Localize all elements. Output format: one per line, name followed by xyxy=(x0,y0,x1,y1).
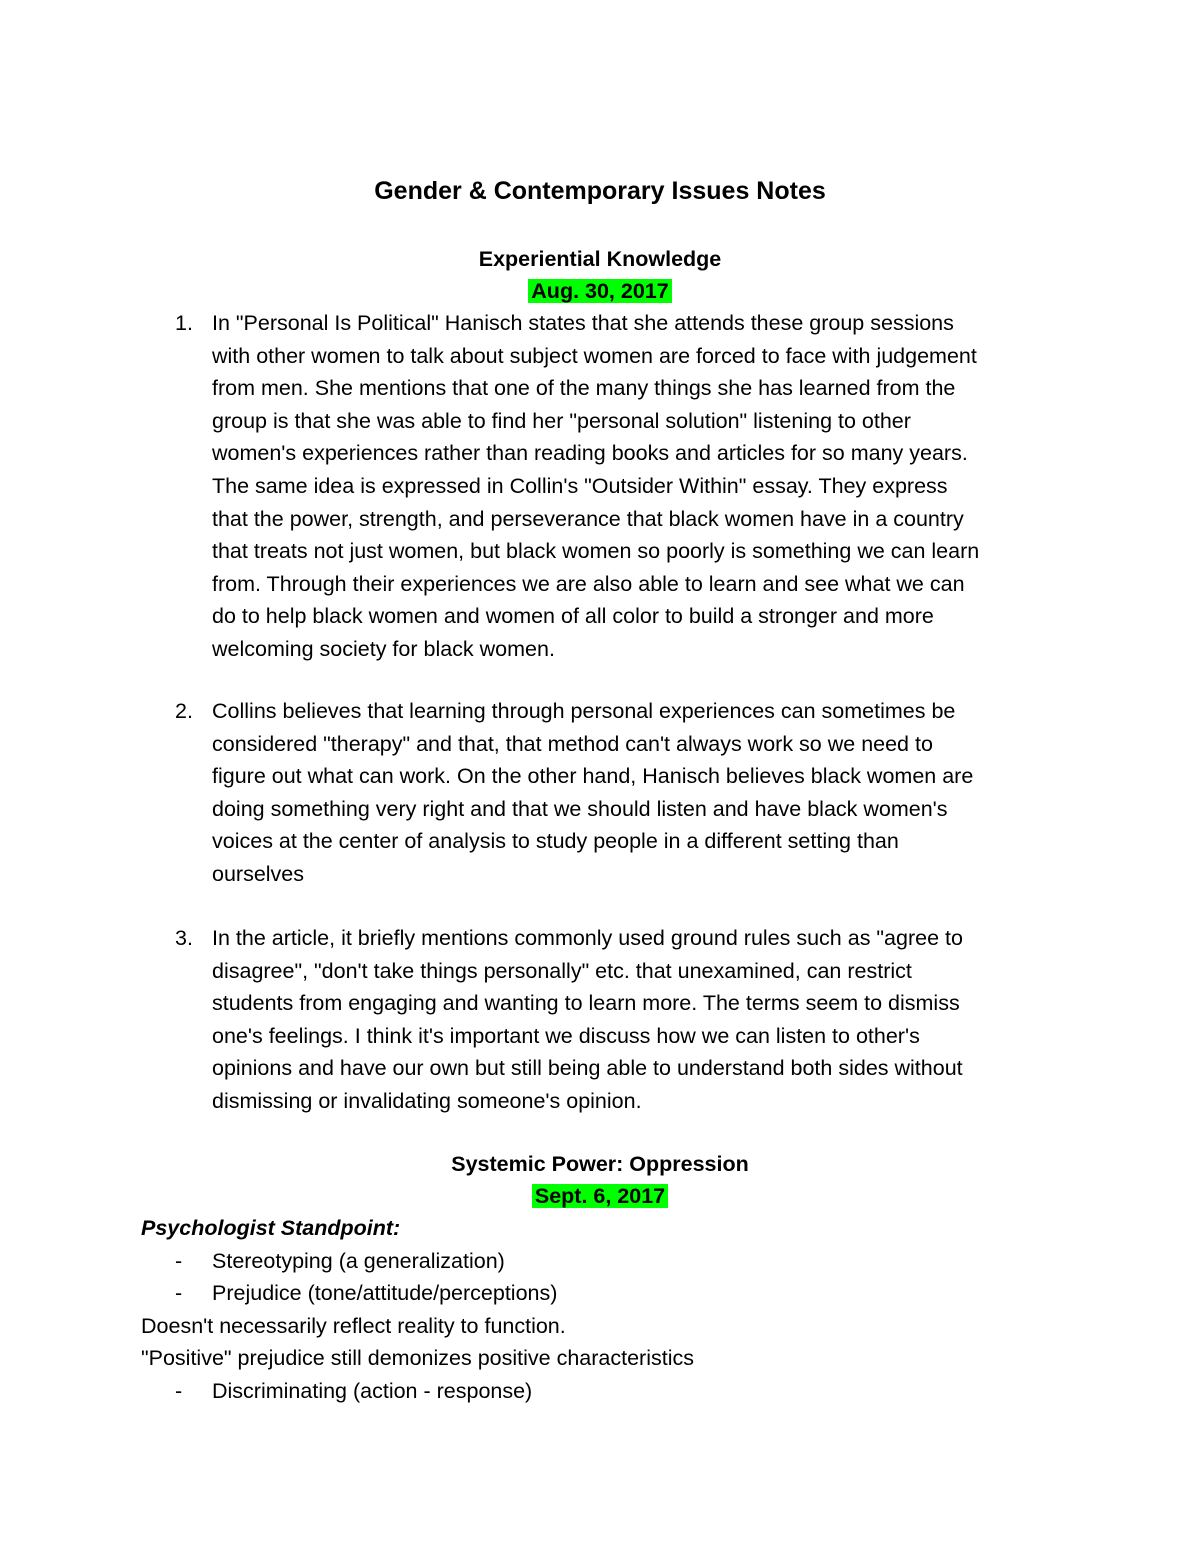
text-line: figure out what can work. On the other hand, Hanisch believes black women are xyxy=(212,764,974,789)
subheading-psychologist-standpoint: Psychologist Standpoint: xyxy=(141,1216,401,1240)
list-number: 2. xyxy=(175,699,193,723)
bullet-item-prejudice xyxy=(175,1277,558,1310)
text-line: The same idea is expressed in Collin's "Outsider Within" essay. They express xyxy=(212,473,948,498)
text-line: that treats not just women, but black women so poorly is something we can learn xyxy=(212,539,980,564)
text-line: In "Personal Is Political" Hanisch states that she attends these group sessions xyxy=(212,311,954,335)
list-number: 1. xyxy=(175,311,193,335)
list-item-3 xyxy=(175,922,1062,1118)
text-line: opinions and have our own but still being able to understand both sides without xyxy=(212,1056,963,1081)
bullet-dash: - xyxy=(175,1281,183,1305)
text-line: considered "therapy" and that, that method can't always work so we need to xyxy=(212,731,933,756)
list-item-2 xyxy=(175,695,1062,891)
text-line: women's experiences rather than reading books and articles for so many years. xyxy=(212,441,968,466)
text-line: disagree", "don't take things personally" etc. that unexamined, can restrict xyxy=(212,958,912,983)
list-item-text xyxy=(212,307,1062,666)
list-item-text xyxy=(212,922,1062,1118)
text-line: group is that she was able to find her "personal solution" listening to other xyxy=(212,408,911,433)
text-line: Collins believes that learning through personal experiences can sometimes be xyxy=(212,699,956,723)
list-item-1 xyxy=(175,307,1062,666)
text-line: students from engaging and wanting to learn more. The terms seem to dismiss xyxy=(212,991,960,1016)
section-heading-experiential-knowledge: Experiential Knowledge xyxy=(478,247,722,271)
section-heading-systemic-power: Systemic Power: Oppression xyxy=(451,1152,749,1176)
note-line: Doesn't necessarily reflect reality to function. xyxy=(141,1314,566,1338)
bullet-text: Prejudice (tone/attitude/perceptions) xyxy=(212,1281,558,1305)
text-line: that the power, strength, and perseverance that black women have in a country xyxy=(212,506,964,531)
text-line: doing something very right and that we should listen and have black women's xyxy=(212,796,948,821)
document-title: Gender & Contemporary Issues Notes xyxy=(374,177,826,205)
bullet-dash: - xyxy=(175,1379,183,1403)
bullet-dash: - xyxy=(175,1249,183,1273)
bullet-item-stereotyping xyxy=(175,1245,505,1278)
list-item-text xyxy=(212,695,1062,891)
text-line: welcoming society for black women. xyxy=(212,636,555,661)
date-highlight: Aug. 30, 2017 xyxy=(528,279,671,303)
text-line: ourselves xyxy=(212,861,305,886)
text-line: In the article, it briefly mentions commonly used ground rules such as "agree to xyxy=(212,926,963,950)
section-date-sept-6 xyxy=(0,1180,1200,1213)
bullet-text: Discriminating (action - response) xyxy=(212,1379,533,1403)
bullet-text: Stereotyping (a generalization) xyxy=(212,1249,505,1273)
text-line: from. Through their experiences we are also able to learn and see what we can xyxy=(212,571,965,596)
text-line: voices at the center of analysis to study people in a different setting than xyxy=(212,829,899,854)
bullet-item-discriminating xyxy=(175,1375,533,1408)
text-line: from men. She mentions that one of the many things she has learned from the xyxy=(212,376,956,401)
text-line: with other women to talk about subject women are forced to face with judgement xyxy=(212,343,977,368)
note-line: "Positive" prejudice still demonizes positive characteristics xyxy=(141,1346,694,1370)
text-line: do to help black women and women of all color to build a stronger and more xyxy=(212,604,934,629)
text-line: one's feelings. I think it's important we discuss how we can listen to other's xyxy=(212,1023,920,1048)
text-line: dismissing or invalidating someone's opinion. xyxy=(212,1088,642,1113)
list-number: 3. xyxy=(175,926,193,950)
date-highlight: Sept. 6, 2017 xyxy=(532,1184,668,1208)
section-date-aug-30 xyxy=(0,275,1200,308)
